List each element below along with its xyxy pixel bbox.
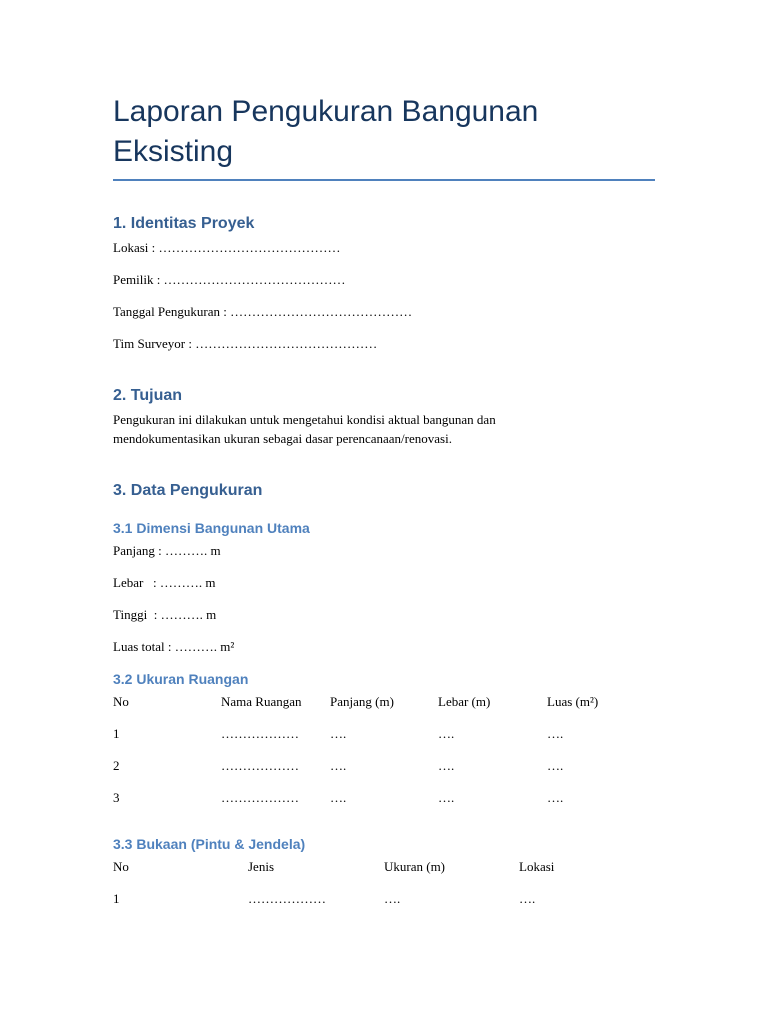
table-cell: ……………… [221, 758, 299, 773]
field-lokasi: Lokasi : …………………………………… [113, 240, 341, 255]
table-row [113, 789, 655, 821]
table-header-row [113, 858, 655, 890]
table-cell: ……………… [221, 726, 299, 741]
table-header-cell: Luas (m²) [547, 694, 599, 709]
field-pemilik: Pemilik : …………………………………… [113, 272, 346, 287]
table-cell: …. [438, 726, 455, 741]
field-luas-total: Luas total : ………. m² [113, 639, 235, 654]
table-cell: …. [384, 891, 401, 906]
title-line-1: Laporan Pengukuran Bangunan [113, 95, 539, 128]
table-row [113, 725, 655, 757]
field-lebar: Lebar : ………. m [113, 575, 216, 590]
table-cell: …. [330, 758, 347, 773]
section-heading-identitas: 1. Identitas Proyek [113, 215, 255, 232]
table-header-cell: Lebar (m) [438, 694, 491, 709]
field-tim-surveyor: Tim Surveyor : …………………………………… [113, 336, 378, 351]
subsection-heading-dimensi: 3.1 Dimensi Bangunan Utama [113, 520, 310, 536]
table-header-cell: Jenis [248, 859, 274, 874]
section-heading-data-pengukuran: 3. Data Pengukuran [113, 482, 263, 499]
table-cell: 2 [113, 758, 120, 773]
table-header-cell: Lokasi [519, 859, 555, 874]
table-header-cell: Panjang (m) [330, 694, 394, 709]
table-cell: …. [547, 726, 564, 741]
table-cell: …. [519, 891, 536, 906]
table-cell: 3 [113, 790, 120, 805]
section-heading-tujuan: 2. Tujuan [113, 387, 183, 404]
table-cell: 1 [113, 726, 120, 741]
table-header-row [113, 693, 655, 725]
table-bukaan [113, 858, 655, 922]
title-line-2: Eksisting [113, 135, 234, 168]
table-cell: …. [547, 758, 564, 773]
subsection-heading-bukaan: 3.3 Bukaan (Pintu & Jendela) [113, 836, 306, 852]
table-cell: …. [438, 790, 455, 805]
table-header-cell: No [113, 694, 129, 709]
field-tanggal-pengukuran: Tanggal Pengukuran : …………………………………… [113, 304, 413, 319]
table-ukuran-ruangan [113, 693, 655, 821]
field-tinggi: Tinggi : ………. m [113, 607, 217, 622]
tujuan-paragraph: Pengukuran ini dilakukan untuk mengetahui kondisi aktual bangunan dan mendokumentasikan ukuran sebagai dasar perencanaan/renovasi. [113, 412, 496, 446]
table-cell: …. [547, 790, 564, 805]
table-row [113, 757, 655, 789]
table-cell: …. [438, 758, 455, 773]
document-title [113, 92, 538, 178]
table-cell: 1 [113, 891, 120, 906]
table-cell: ……………… [248, 891, 326, 906]
table-cell: …. [330, 726, 347, 741]
title-underline [113, 179, 655, 181]
field-panjang: Panjang : ………. m [113, 543, 221, 558]
table-cell: ……………… [221, 790, 299, 805]
subsection-heading-ukuran-ruangan: 3.2 Ukuran Ruangan [113, 671, 249, 687]
table-header-cell: Nama Ruangan [221, 694, 302, 709]
table-cell: …. [330, 790, 347, 805]
table-header-cell: No [113, 859, 129, 874]
table-header-cell: Ukuran (m) [384, 859, 446, 874]
table-row [113, 890, 655, 922]
